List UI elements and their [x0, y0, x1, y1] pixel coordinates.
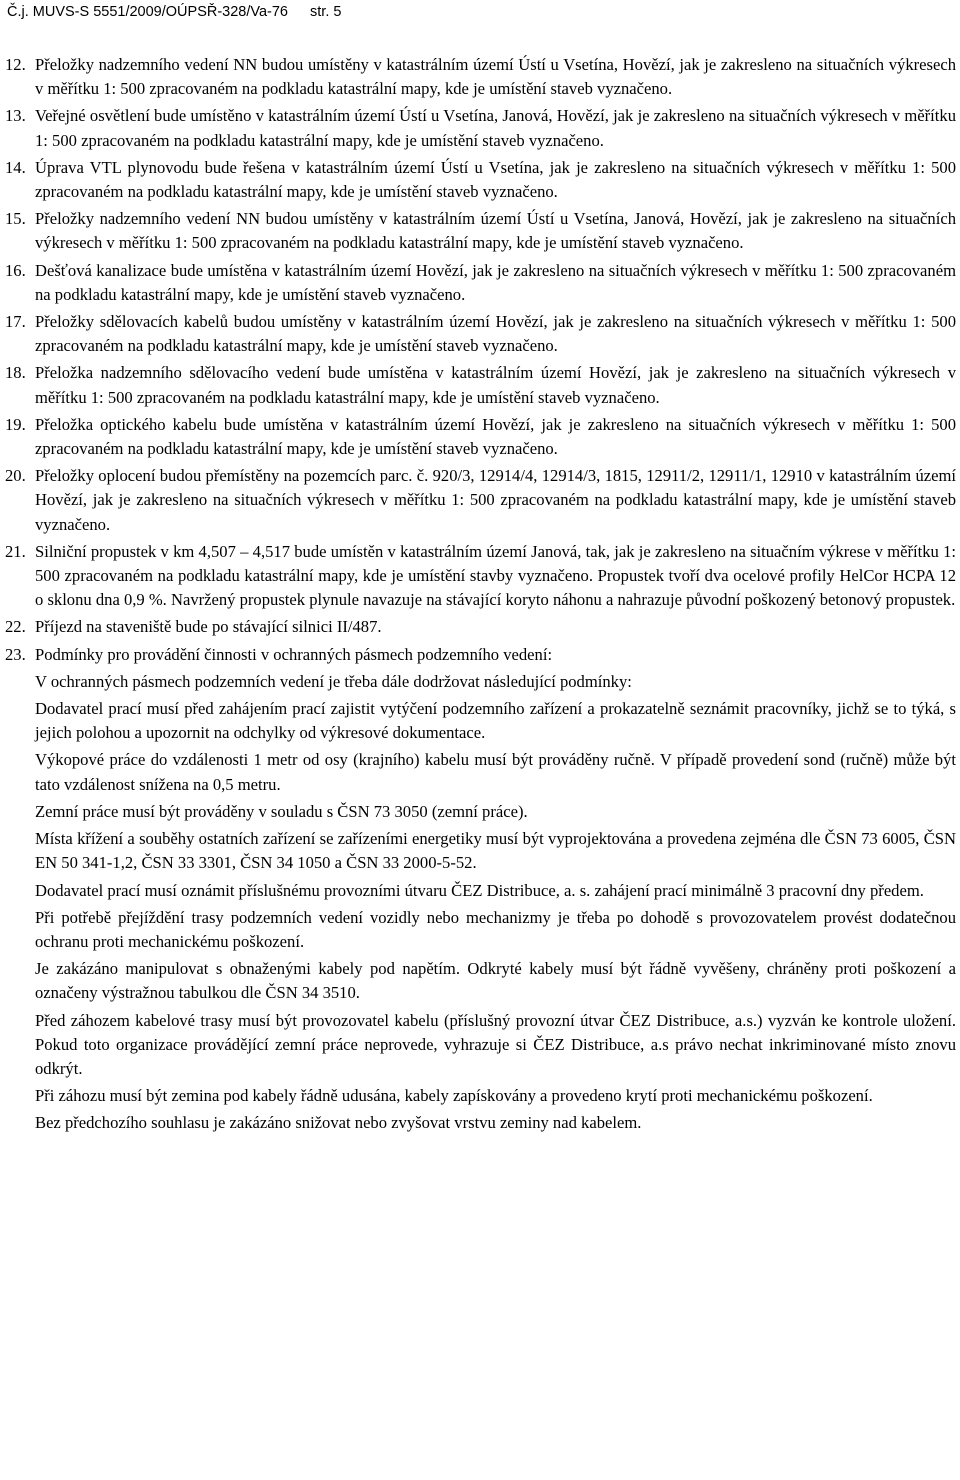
- item-number: 21.: [5, 541, 26, 561]
- item-number: 23.: [5, 644, 26, 664]
- item-text: Přeložka nadzemního sdělovacího vedení bude umístěna v katastrálním území Hovězí, jak je zakresleno na situačních výkresech v měřítku 1: 500 zpracovaném na podkladu katastrální mapy, kde je umístění staveb vyznačeno.: [35, 363, 956, 407]
- condition-paragraph: Je zakázáno manipulovat s obnaženými kabely pod napětím. Odkryté kabely musí být řádně vyvěšeny, chráněny proti poškození a označeny výstražnou tabulkou dle ČSN 34 3510.: [35, 959, 956, 1003]
- item-number: 13.: [5, 106, 26, 126]
- conditions-intro: V ochranných pásmech podzemních vedení je třeba dále dodržovat následující podmínky:: [35, 671, 632, 691]
- reference-number: Č.j. MUVS-S 5551/2009/OÚPSŘ-328/Va-76: [7, 4, 289, 20]
- condition-paragraph: Místa křížení a souběhy ostatních zařízení se zařízeními energetiky musí být vyprojektována a provedena zejména dle ČSN 73 6005, ČSN EN 50 341-1,2, ČSN 33 3301, ČSN 34 1050 a ČSN 33 2000-5-52.: [35, 829, 956, 873]
- list-item: [0, 361, 960, 409]
- condition-paragraph: Před záhozem kabelové trasy musí být provozovatel kabelu (příslušný provozní útvar ČEZ Distribuce, a.s.) vyzván ke kontrole uložení. Pokud toto organizace provádějící zemní práce neprovede, vyhrazuje si ČEZ Distribuce, a.s právo nechat inkriminované místo znovu odkrýt.: [35, 1010, 956, 1078]
- item-number: 18.: [5, 363, 26, 383]
- item-text: Dešťová kanalizace bude umístěna v katastrálním území Hovězí, jak je zakresleno na situačních výkresech v měřítku 1: 500 zpracovaném na podkladu katastrální mapy, kde je umístění staveb vyznačeno.: [35, 260, 956, 304]
- item-text: Přeložka optického kabelu bude umístěna v katastrálním území Hovězí, jak je zakresleno na situačních výkresech v měřítku 1: 500 zpracovaném na podkladu katastrální mapy, kde je umístění staveb vyznačeno.: [35, 414, 956, 459]
- item-number: 22.: [5, 617, 26, 637]
- item-number: 12.: [5, 55, 26, 74]
- item-text: Příjezd na staveniště bude po stávající silnici II/487.: [35, 617, 382, 637]
- condition-paragraph: Při potřebě přejíždění trasy podzemních vedení vozidly nebo mechanizmy je třeba po dohodě s provozovatelem provést dodatečnou ochranu proti mechanickému poškození.: [35, 907, 956, 951]
- item-number: 14.: [5, 157, 26, 177]
- list-item: [0, 540, 960, 613]
- condition-paragraph: Při záhozu musí být zemina pod kabely řádně udusána, kabely zapískovány a provedeno krytí proti mechanickému poškození.: [35, 1086, 873, 1106]
- condition-paragraph: Zemní práce musí být prováděny v souladu s ČSN 73 3050 (zemní práce).: [35, 801, 528, 821]
- list-item: [0, 207, 960, 255]
- item-number: 15.: [5, 209, 26, 229]
- item-text: Úprava VTL plynovodu bude řešena v katastrálním území Ústí u Vsetína, jak je zakresleno na situačních výkresech v měřítku 1: 500 zpracovaném na podkladu katastrální mapy, kde je umístění staveb vyznačeno.: [35, 157, 956, 202]
- item-text: Veřejné osvětlení bude umístěno v katastrálním území Ústí u Vsetína, Janová, Hovězí, jak je zakresleno na situačních výkresech v měřítku 1: 500 zpracovaném na podkladu katastrální mapy, kde je umístění staveb vyznačeno.: [35, 106, 956, 150]
- condition-paragraph: Bez předchozího souhlasu je zakázáno snižovat nebo zvyšovat vrstvu zeminy nad kabelem.: [35, 1113, 642, 1133]
- list-item: [0, 104, 960, 152]
- item-number: 16.: [5, 260, 26, 280]
- list-item: [0, 53, 960, 101]
- page-number: str. 5: [310, 4, 342, 20]
- list-item: [0, 643, 960, 667]
- item-number: 20.: [5, 466, 26, 486]
- document-body: [0, 53, 960, 1136]
- item-text: Přeložky oplocení budou přemístěny na pozemcích parc. č. 920/3, 12914/4, 12914/3, 1815, 12911/2, 12911/1, 12910 v katastrálním území Hovězí, jak je zakresleno na situačních výkresech v měřítku 1: 500 zpracovaném na podkladu katastrální mapy, kde je umístění staveb vyznačeno.: [35, 466, 956, 534]
- list-item: [0, 413, 960, 461]
- item-text: Přeložky nadzemního vedení NN budou umístěny v katastrálním území Ústí u Vsetína, Hovězí, jak je zakresleno na situačních výkresech v měřítku 1: 500 zpracovaném na podkladu katastrální mapy, kde je umístění staveb vyznačeno.: [35, 55, 956, 99]
- condition-paragraph: Dodavatel prací musí oznámit příslušnému provozními útvaru ČEZ Distribuce, a. s. zahájení prací minimálně 3 pracovní dny předem.: [35, 880, 924, 900]
- condition-paragraph: Dodavatel prací musí před zahájením prací zajistit vytýčení podzemního zařízení a prokazatelně seznámit pracovníky, jichž se to týká, s jejich polohou a upozornit na odchylky od výkresové dokumentace.: [35, 699, 956, 743]
- item-text: Podmínky pro provádění činnosti v ochranných pásmech podzemního vedení:: [35, 644, 553, 664]
- list-item: [0, 310, 960, 358]
- item-text: Přeložky nadzemního vedení NN budou umístěny v katastrálním území Ústí u Vsetína, Janová, Hovězí, jak je zakresleno na situačních výkresech v měřítku 1: 500 zpracovaném na podkladu katastrální mapy, kde je umístění staveb vyznačeno.: [35, 209, 956, 253]
- item-text: Přeložky sdělovacích kabelů budou umístěny v katastrálním území Hovězí, jak je zakresleno na situačních výkresech v měřítku 1: 500 zpracovaném na podkladu katastrální mapy, kde je umístění staveb vyznačeno.: [35, 312, 956, 356]
- condition-paragraph: Výkopové práce do vzdálenosti 1 metr od osy (krajního) kabelu musí být prováděny ručně. V případě provedení sond (ručně) může být tato vzdálenost snížena na 0,5 metru.: [35, 750, 956, 794]
- item-text: Silniční propustek v km 4,507 – 4,517 bude umístěn v katastrálním území Janová, tak, jak je zakresleno na situačním výkrese v měřítku 1: 500 zpracovaném na podkladu katastrální mapy, kde je umístění stavby vyznačeno. Propustek tvoří dva ocelové profily HelCor HCPA 12 o sklonu dna 0,9 %. Navržený propustek plynule navazuje na stávající koryto náhonu a nahrazuje původní poškozený betonový propustek.: [35, 541, 956, 610]
- item-number: 17.: [5, 312, 26, 332]
- list-item: [0, 615, 960, 639]
- list-item: [0, 464, 960, 537]
- page-header: [7, 4, 341, 21]
- list-item: [0, 259, 960, 307]
- item-number: 19.: [5, 414, 26, 434]
- list-item: [0, 156, 960, 204]
